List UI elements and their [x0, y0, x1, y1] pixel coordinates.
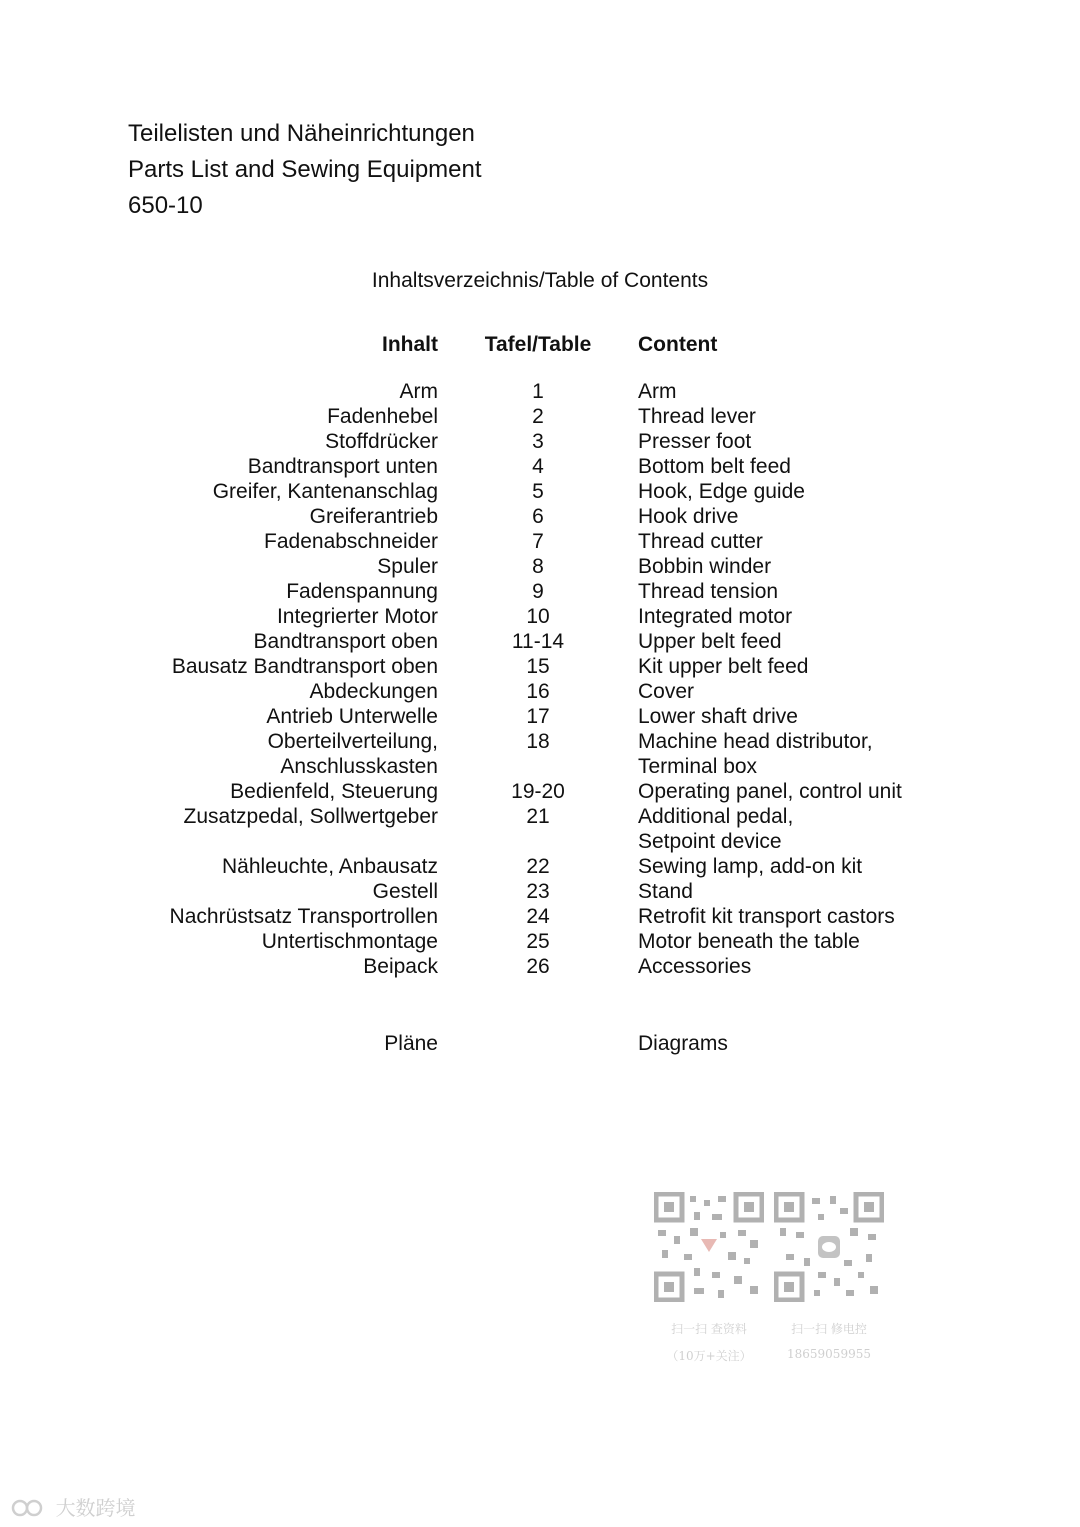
column-header-content: Content — [638, 333, 718, 356]
toc-row — [0, 679, 1080, 704]
toc-row — [0, 554, 1080, 579]
toc-row — [0, 954, 1080, 979]
toc-entry-english: Additional pedal, — [638, 805, 794, 828]
model-number: 650-10 — [128, 192, 203, 219]
watermark — [10, 1492, 136, 1521]
toc-entry-table-number: 3 — [532, 430, 544, 453]
toc-entry-table-number: 22 — [526, 855, 550, 878]
toc-entry-table-number: 21 — [526, 805, 550, 828]
toc-entry-german: Fadenhebel — [327, 405, 438, 428]
toc-entry-german: Zusatzpedal, Sollwertgeber — [183, 805, 438, 828]
toc-entry-table-number: 15 — [526, 655, 550, 678]
toc-entry-english: Cover — [638, 680, 695, 703]
toc-entry-english: Thread lever — [638, 405, 756, 428]
toc-row — [0, 454, 1080, 479]
toc-entry-english: Lower shaft drive — [638, 705, 798, 728]
toc-entry-german: Beipack — [363, 955, 438, 978]
toc-entry-english: Accessories — [638, 955, 752, 978]
toc-row — [0, 504, 1080, 529]
toc-entry-table-number: 1 — [532, 380, 544, 403]
toc-entry-german: Nachrüstsatz Transportrollen — [169, 905, 438, 928]
toc-entry-english: Setpoint device — [638, 830, 782, 853]
toc-entry-english: Bottom belt feed — [638, 455, 791, 478]
toc-row — [0, 829, 1080, 854]
toc-entry-english: Retrofit kit transport castors — [638, 905, 895, 928]
toc-row — [0, 779, 1080, 804]
toc-entry-english: Diagrams — [638, 1032, 728, 1055]
qr-caption-right: 扫一扫 修电控 — [791, 1322, 867, 1336]
toc-row — [0, 879, 1080, 904]
toc-entry-german: Oberteilverteilung, — [267, 730, 438, 753]
toc-row — [0, 479, 1080, 504]
toc-entry-german: Nähleuchte, Anbausatz — [222, 855, 438, 878]
toc-entry-german: Stoffdrücker — [325, 430, 438, 453]
toc-entry-table-number: 11-14 — [511, 630, 565, 653]
toc-row — [0, 929, 1080, 954]
toc-entry-english: Terminal box — [638, 755, 758, 778]
toc-entry-german: Bandtransport oben — [253, 630, 438, 653]
toc-heading: Inhaltsverzeichnis/Table of Contents — [371, 269, 709, 292]
toc-entry-english: Sewing lamp, add-on kit — [638, 855, 863, 878]
qr-code-area — [650, 1192, 886, 1372]
toc-entry-english: Presser foot — [638, 430, 752, 453]
toc-entry-table-number: 8 — [532, 555, 544, 578]
qr-code-left-icon — [654, 1192, 764, 1302]
toc-entry-german: Spuler — [377, 555, 438, 578]
toc-entry-german: Anschlusskasten — [280, 755, 438, 778]
toc-entry-english: Machine head distributor, — [638, 730, 873, 753]
toc-entry-english: Thread cutter — [638, 530, 763, 553]
toc-row — [0, 604, 1080, 629]
toc-row — [0, 654, 1080, 679]
toc-row — [0, 404, 1080, 429]
toc-entry-english: Upper belt feed — [638, 630, 782, 653]
toc-entry-english: Motor beneath the table — [638, 930, 860, 953]
toc-entry-english: Operating panel, control unit — [638, 780, 902, 803]
toc-entry-english: Hook drive — [638, 505, 739, 528]
qr-code-right-icon — [774, 1192, 884, 1302]
toc-entry-german: Bausatz Bandtransport oben — [171, 655, 438, 678]
toc-row — [0, 579, 1080, 604]
toc-row — [0, 529, 1080, 554]
column-header-inhalt: Inhalt — [382, 333, 438, 356]
qr-caption-right-sub: 18659059955 — [787, 1347, 871, 1361]
toc-entry-table-number: 17 — [526, 705, 550, 728]
toc-entry-english: Integrated motor — [638, 605, 793, 628]
toc-row — [0, 704, 1080, 729]
toc-entry-german: Fadenspannung — [286, 580, 438, 603]
toc-entry-german: Bedienfeld, Steuerung — [230, 780, 438, 803]
toc-row — [0, 429, 1080, 454]
title-german: Teilelisten und Näheinrichtungen — [128, 120, 475, 147]
toc-entry-table-number: 4 — [532, 455, 544, 478]
toc-entry-german: Pläne — [384, 1032, 438, 1055]
toc-entry-english: Kit upper belt feed — [638, 655, 809, 678]
toc-entry-table-number: 19-20 — [511, 780, 565, 803]
toc-row — [0, 854, 1080, 879]
title-english: Parts List and Sewing Equipment — [128, 156, 482, 183]
toc-row — [0, 804, 1080, 829]
toc-row — [0, 729, 1080, 754]
toc-list — [0, 379, 1080, 979]
toc-entry-table-number: 24 — [526, 905, 550, 928]
qr-caption-left-sub: （10万+关注） — [666, 1349, 752, 1363]
toc-entry-german: Arm — [399, 380, 438, 403]
toc-entry-table-number: 10 — [526, 605, 550, 628]
toc-entry-table-number: 5 — [532, 480, 544, 503]
toc-entry-english: Thread tension — [638, 580, 779, 603]
toc-entry-english: Bobbin winder — [638, 555, 772, 578]
toc-row — [0, 379, 1080, 404]
toc-row-plans — [0, 1029, 1080, 1059]
watermark-logo-icon — [10, 1498, 50, 1518]
toc-entry-german: Integrierter Motor — [276, 605, 438, 628]
toc-entry-german: Antrieb Unterwelle — [266, 705, 438, 728]
toc-entry-english: Stand — [638, 880, 693, 903]
toc-entry-table-number: 18 — [526, 730, 550, 753]
toc-entry-german: Gestell — [372, 880, 438, 903]
toc-entry-table-number: 25 — [526, 930, 550, 953]
toc-entry-german: Untertischmontage — [261, 930, 438, 953]
toc-entry-english: Arm — [638, 380, 677, 403]
toc-entry-table-number: 7 — [532, 530, 544, 553]
toc-entry-german: Greifer, Kantenanschlag — [212, 480, 438, 503]
toc-row — [0, 754, 1080, 779]
toc-entry-table-number: 2 — [532, 405, 544, 428]
toc-entry-table-number: 16 — [526, 680, 550, 703]
toc-entry-german: Bandtransport unten — [247, 455, 438, 478]
toc-entry-german: Abdeckungen — [309, 680, 438, 703]
toc-entry-english: Hook, Edge guide — [638, 480, 805, 503]
toc-entry-table-number: 6 — [532, 505, 544, 528]
qr-caption-left: 扫一扫 查资料 — [671, 1322, 747, 1336]
column-header-table: Tafel/Table — [484, 333, 592, 356]
toc-entry-table-number: 23 — [526, 880, 550, 903]
toc-row — [0, 629, 1080, 654]
watermark-text: 大数跨境 — [55, 1498, 136, 1520]
toc-entry-german: Fadenabschneider — [264, 530, 438, 553]
toc-entry-german: Greiferantrieb — [309, 505, 438, 528]
toc-entry-table-number: 26 — [526, 955, 550, 978]
toc-entry-table-number: 9 — [532, 580, 544, 603]
toc-row — [0, 904, 1080, 929]
